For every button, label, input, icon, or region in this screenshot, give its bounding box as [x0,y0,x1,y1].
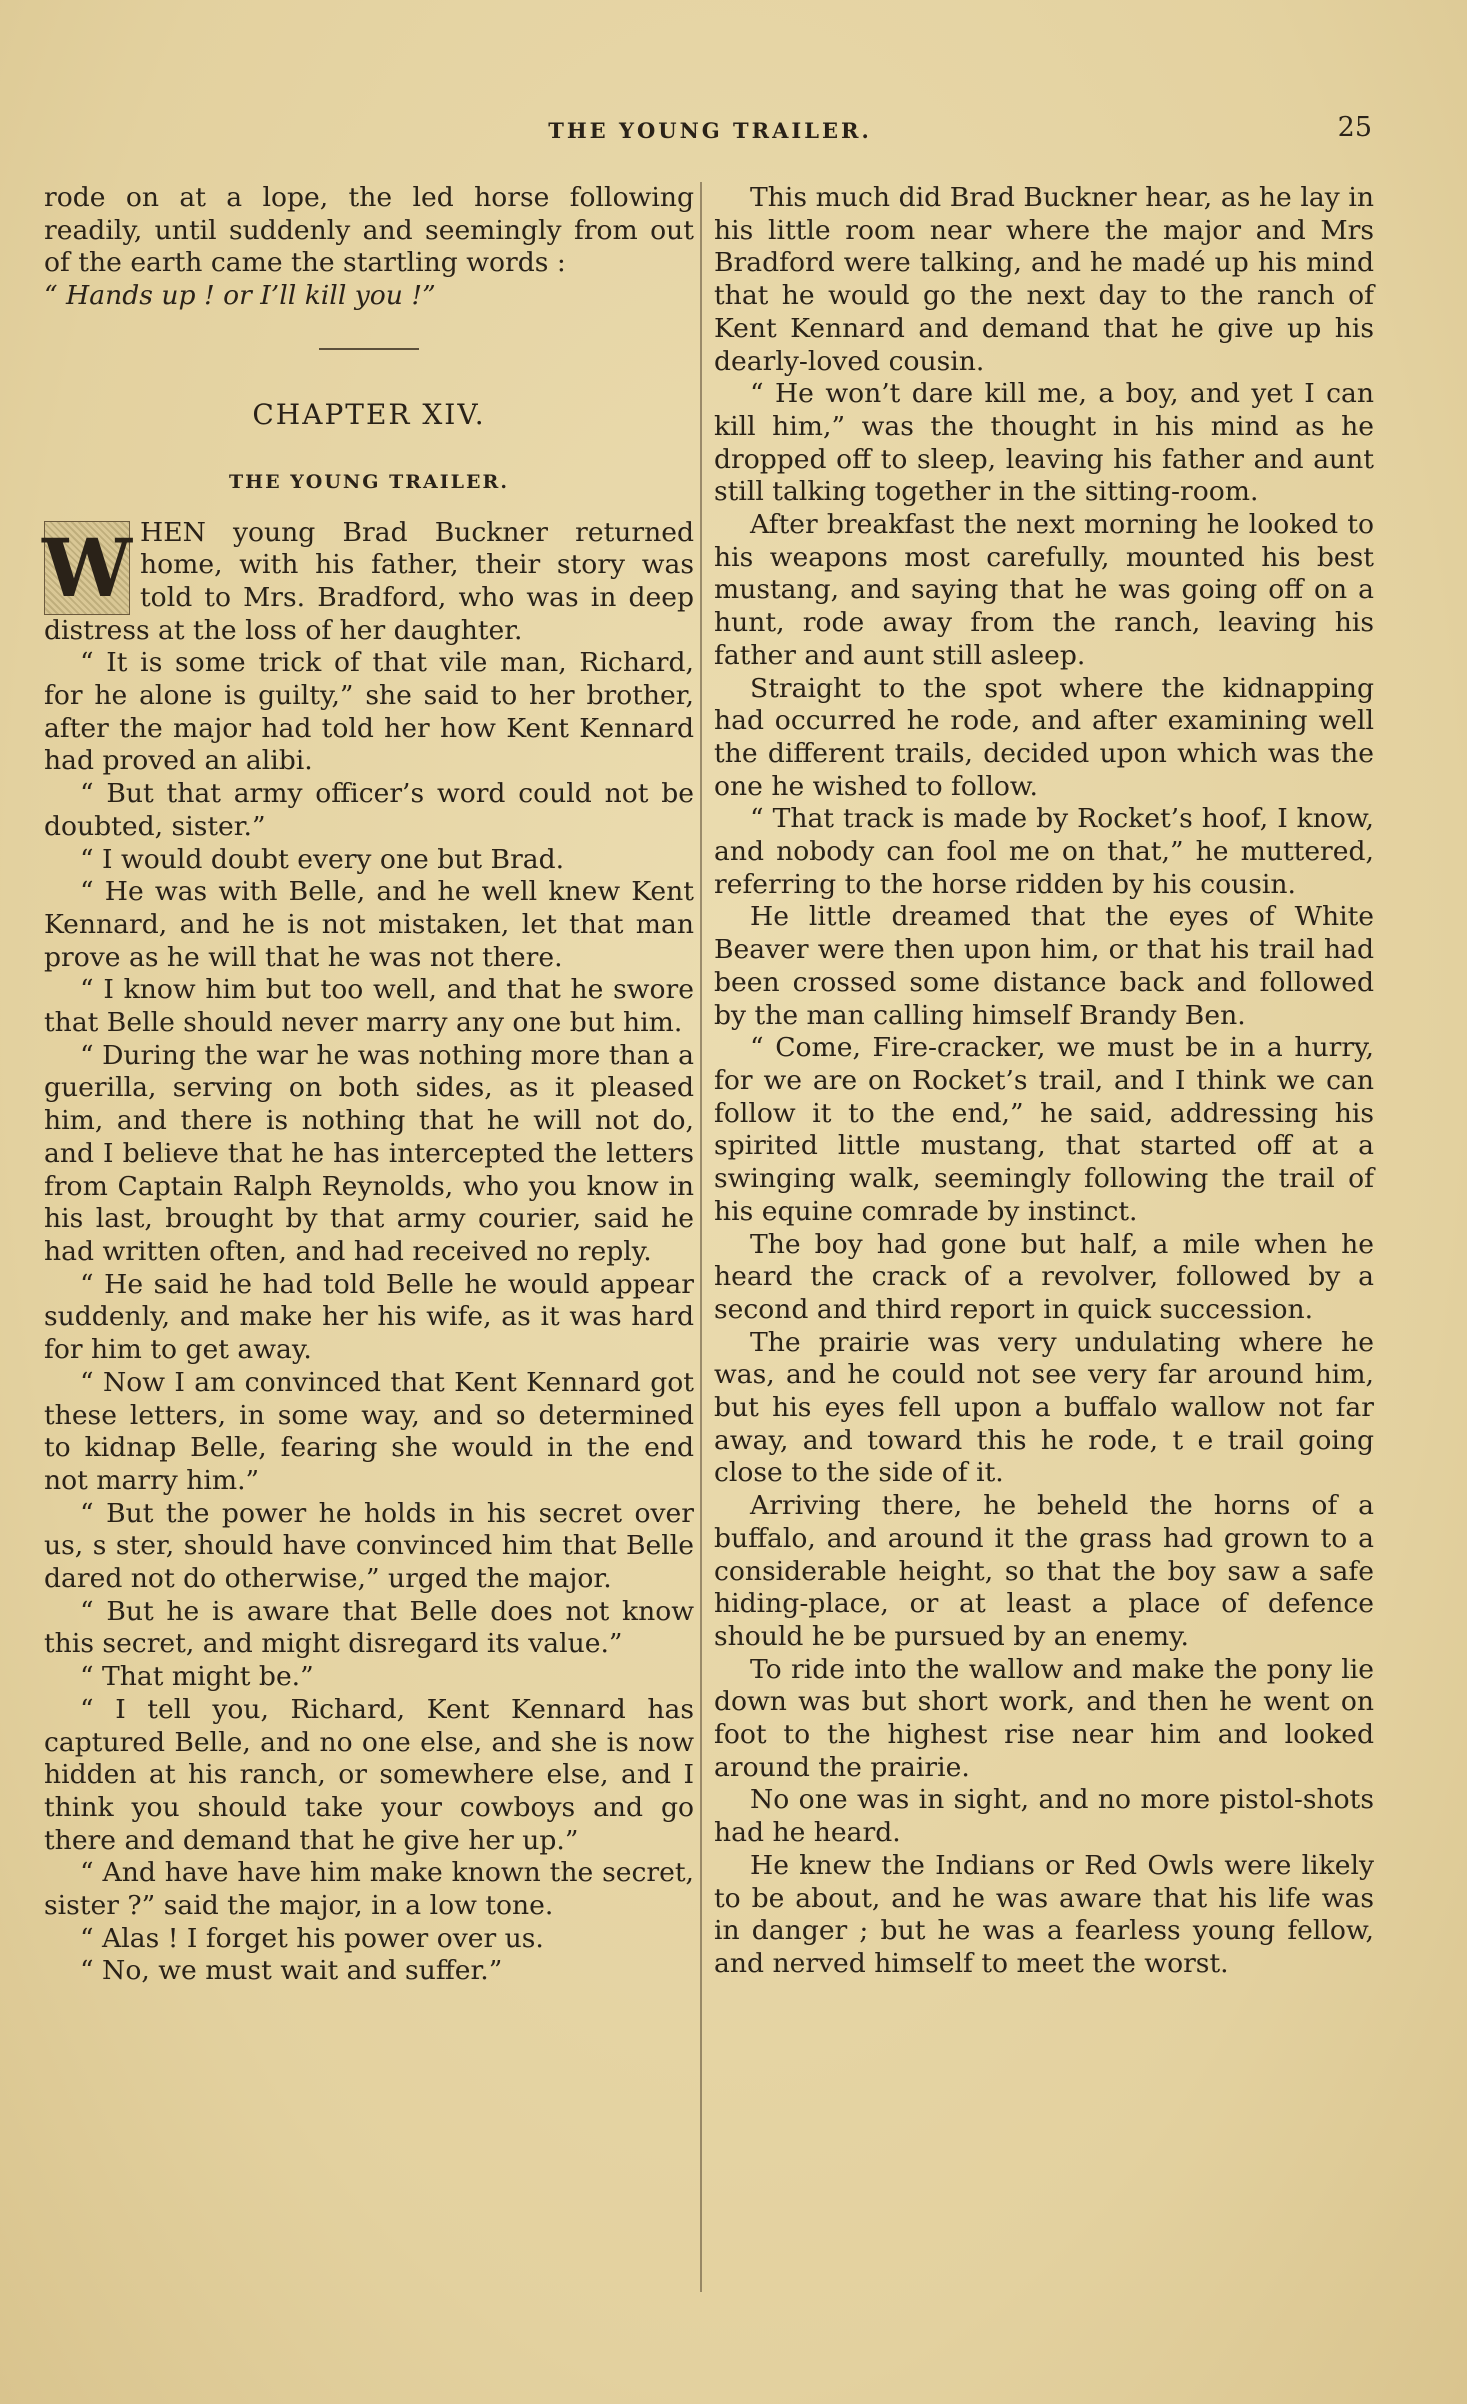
paragraph: “ I would doubt every one but Brad. [80,843,565,875]
chapter-subtitle: THE YOUNG TRAILER. [229,470,509,493]
paragraph: “ He won’t dare kill me, a boy, and yet I can kill him,” was the thought in his mind as he dropped off to sleep, leaving his father and aunt still talking together in the sitting-room. [714,378,1374,508]
dropcap-paragraph-text: HEN young Brad Buckner returned home, with his father, their story was told to Mrs. Bradford, who was in deep distress at the loss of her daughter. [44,516,694,646]
paragraph: He knew the Indians or Red Owls were likely to be about, and he was aware that his life was in danger ; but he was a fearless young fellow, and nerved himself to meet the worst. [714,1849,1374,1979]
chapter-title: CHAPTER XIV. [252,397,486,431]
dropcap-letter: W [42,520,132,615]
paragraph: Arriving there, he beheld the horns of a buffalo, and around it the grass had grown to a considerable height, so that the boy saw a safe hiding-place, or at least a place of defence should he be pursued by an enemy. [714,1490,1374,1652]
paragraph: “ Come, Fire-cracker, we must be in a hurry, for we are on Rocket’s trail, and I think we can follow it to the end,” he said, addressing his spirited little mustang, that started off at a swinging walk, seemingly following the trail of his equine comrade by instinct. [714,1032,1374,1227]
opening-paragraph: rode on at a lope, the led horse following readily, until suddenly and seemingly from out of the earth came the startling words : [44,182,694,279]
paragraph: To ride into the wallow and make the pony lie down was but short work, and then he went on foot to the highest rise near him and looked around the prairie. [714,1653,1374,1783]
paragraph: “ Alas ! I forget his power over us. [80,1922,544,1954]
paragraph: Straight to the spot where the kidnapping had occurred he rode, and after examining well the different trails, decided upon which was the one he wished to follow. [714,672,1374,802]
right-column [714,182,1374,1981]
page-number: 25 [1337,112,1372,143]
paragraph: “ No, we must wait and suffer.” [80,1955,503,1987]
running-head: THE YOUNG TRAILER. [548,118,872,143]
paragraph: He little dreamed that the eyes of White Beaver were then upon him, or that his trail had been crossed some distance back and followed by the man calling himself Brandy Ben. [714,901,1374,1031]
paragraph: “ He was with Belle, and he well knew Kent Kennard, and he is not mistaken, let that man prove as he will that he was not there. [44,876,694,973]
paragraph: “ I know him but too well, and that he swore that Belle should never marry any one but him. [44,974,694,1039]
dropcap-paragraph [44,517,694,648]
paragraph: “ But the power he holds in his secret over us, s ster, should have convinced him that Belle dared not do otherwise,” urged the major. [44,1497,694,1595]
section-separator [319,348,419,350]
left-column [44,182,694,1988]
paragraph: “ But he is aware that Belle does not know this secret, and might disregard its value.” [44,1595,694,1660]
paragraph: The prairie was very undulating where he was, and he could not see very far around him, but his eyes fell upon a buffalo wallow not far away, and toward this he rode, t e trail going close to the side of it. [714,1326,1374,1489]
paragraph: “ I tell you, Richard, Kent Kennard has captured Belle, and no one else, and she is now hidden at his ranch, or somewhere else, and I think you should take your cowboys and go there and demand that he give her up.” [44,1693,694,1856]
paragraph: This much did Brad Buckner hear, as he lay in his little room near where the major and Mrs Bradford were talking, and he madé up his mind that he would go the next day to the ranch of Kent Kennard and demand that he give up his dearly-loved cousin. [714,182,1374,377]
shout-line: “ Hands up ! or I’ll kill you !” [44,280,436,312]
paragraph: “ During the war he was nothing more than a guerilla, serving on both sides, as it pleased him, and there is nothing that he will not do, and I believe that he has intercepted the letters from Captain Ralph Reynolds, who you know in his last, brought by that army courier, said he had written often, and had received no reply. [44,1039,694,1267]
paragraph: “ It is some trick of that vile man, Richard, for he alone is guilty,” she said to her brother, after the major had told her how Kent Kennard had proved an alibi. [44,647,694,777]
paragraph: “ That might be.” [80,1661,314,1693]
paragraph: “ And have have him make known the secret, sister ?” said the major, in a low tone. [44,1857,694,1922]
paragraph: No one was in sight, and no more pistol-shots had he heard. [714,1784,1374,1849]
paragraph: “ Now I am convinced that Kent Kennard got these letters, in some way, and so determined to kidnap Belle, fearing she would in the end not marry him.” [44,1366,694,1496]
paragraph: “ He said he had told Belle he would appear suddenly, and make her his wife, as it was hard for him to get away. [44,1268,694,1366]
paragraph: “ But that army officer’s word could not be doubted, sister.” [44,778,694,842]
paragraph: “ That track is made by Rocket’s hoof, I know, and nobody can fool me on that,” he muttered, referring to the horse ridden by his cousin. [714,803,1374,900]
paragraph: After breakfast the next morning he looked to his weapons most carefully, mounted his best mustang, and saying that he was going off on a hunt, rode away from the ranch, leaving his father and aunt still asleep. [714,509,1374,671]
column-divider [700,182,702,2292]
paragraph: The boy had gone but half, a mile when he heard the crack of a revolver, followed by a second and third report in quick succession. [714,1228,1374,1325]
